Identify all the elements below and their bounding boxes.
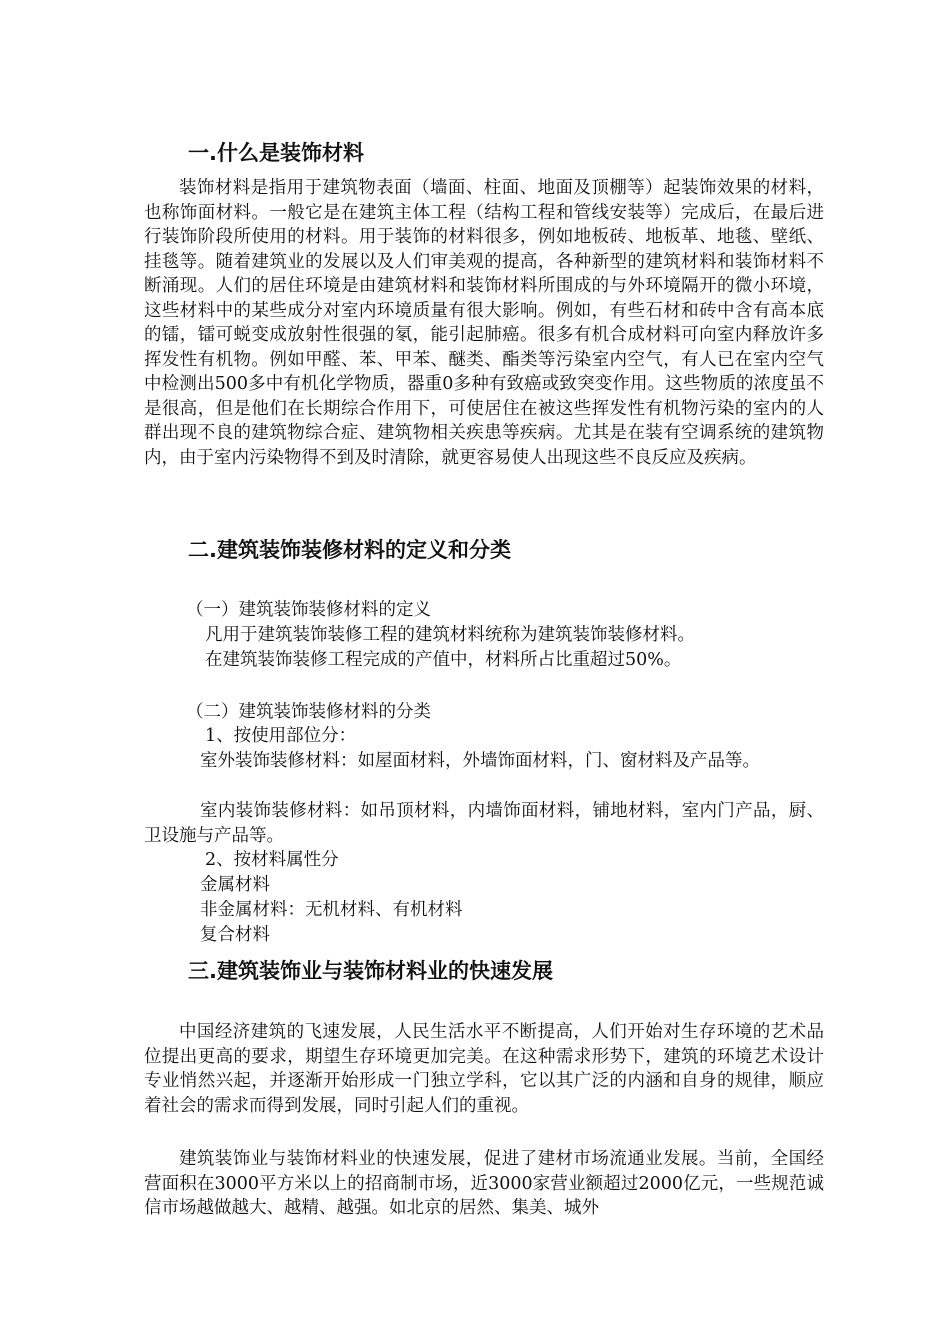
nonmetal-materials: 非金属材料：无机材料、有机材料 <box>200 900 463 920</box>
section-3-paragraph-2: 建筑装饰业与装饰材料业的快速发展，促进了建材市场流通业发展。当前，全国经营面积在3000平方米以上的招商制市场，近3000家营业额超过2000亿元，一些规范诚信市场越做越大、越精、越强。如北京的居然、集美、城外 <box>144 1149 824 1218</box>
composite-materials: 复合材料 <box>200 925 270 945</box>
section-3-paragraph-1: 中国经济建筑的飞速发展，人民生活水平不断提高，人们开始对生存环境的艺术品位提出更高的要求，期望生存环境更加完美。在这种需求形势下，建筑的环境艺术设计专业悄然兴起，并逐渐开始形成一门独立学科，它以其广泛的内涵和自身的规律，顺应着社会的需求而得到发展，同时引起人们的重视。 <box>144 1022 824 1116</box>
section-3-paragraph-2-block <box>144 1147 824 1221</box>
definition-line-2: 在建筑装饰装修工程完成的产值中，材料所占比重超过50%。 <box>205 650 682 670</box>
by-property-title: 2、按材料属性分 <box>205 850 339 870</box>
section-3-heading: 三.建筑装饰业与装饰材料业的快速发展 <box>188 959 553 983</box>
interior-materials-block <box>144 799 824 848</box>
definition-title: （一）建筑装饰装修材料的定义 <box>186 600 431 620</box>
section-1-paragraph: 装饰材料是指用于建筑物表面（墙面、柱面、地面及顶棚等）起装饰效果的材料，也称饰面材料。一般它是在建筑主体工程（结构工程和管线安装等）完成后，在最后进行装饰阶段所使用的材料。用于装饰的材料很多，例如地板砖、地板革、地毯、壁纸、挂毯等。随着建筑业的发展以及人们审美观的提高，各种新型的建筑材料和装饰材料不断涌现。人们的居住环境是由建筑材料和装饰材料所围成的与外环境隔开的微小环境，这些材料中的某些成分对室内环境质量有很大影响。例如，有些石材和砖中含有高本底的镭，镭可蜕变成放射性很强的氡，能引起肺癌。很多有机合成材料可向室内释放许多挥发性有机物。例如甲醛、苯、甲苯、醚类、酯类等污染室内空气，有人已在室内空气中检测出500多中有机化学物质，器重0多种有致癌或致突变作用。这些物质的浓度虽不是很高，但是他们在长期综合作用下，可使居住在被这些挥发性有机物污染的室内的人群出现不良的建筑物综合症、建筑物相关疾患等疾病。尤其是在装有空调系统的建筑物内，由于室内污染物得不到及时清除，就更容易使人出现这些不良反应及疾病。 <box>144 178 824 468</box>
section-1-heading: 一.什么是装饰材料 <box>188 141 364 165</box>
section-1-body <box>144 176 824 470</box>
definition-line-1: 凡用于建筑装饰装修工程的建筑材料统称为建筑装饰装修材料。 <box>205 625 695 645</box>
exterior-materials: 室外装饰装修材料：如屋面材料，外墙饰面材料，门、窗材料及产品等。 <box>200 751 760 771</box>
section-2-heading: 二.建筑装饰装修材料的定义和分类 <box>188 538 511 562</box>
metal-materials: 金属材料 <box>200 875 270 895</box>
classification-title: （二）建筑装饰装修材料的分类 <box>186 702 431 722</box>
section-3-paragraph-1-block <box>144 1020 824 1118</box>
by-location-title: 1、按使用部位分： <box>205 726 357 746</box>
interior-materials: 室内装饰装修材料：如吊顶材料，内墙饰面材料，铺地材料，室内门产品，厨、卫设施与产品等。 <box>144 801 824 846</box>
